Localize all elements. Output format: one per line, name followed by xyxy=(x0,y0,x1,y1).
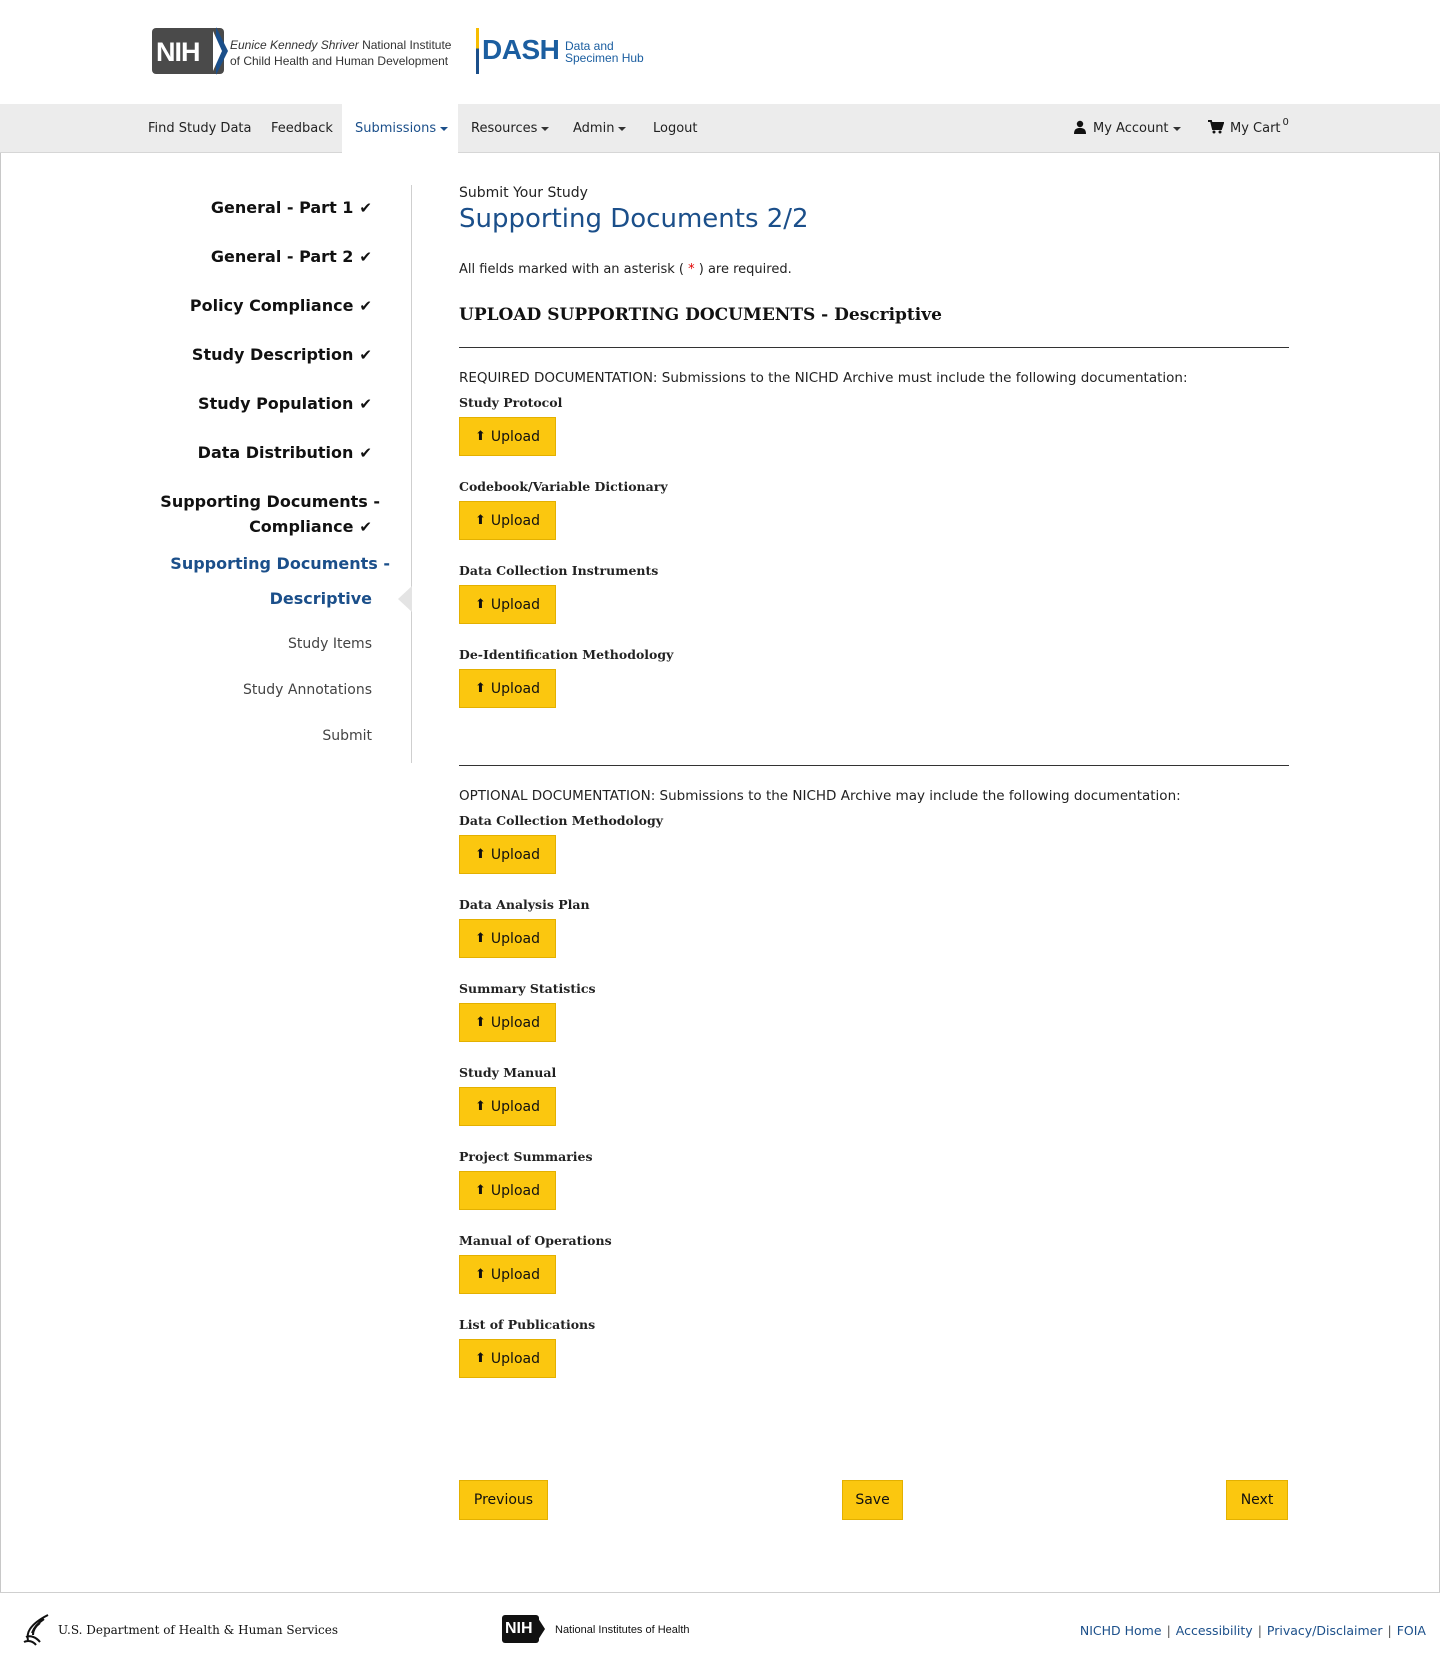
cart-icon xyxy=(1208,120,1224,134)
footer-link-foia[interactable]: FOIA xyxy=(1396,1623,1426,1638)
footer-separator: | xyxy=(1257,1623,1262,1638)
document-label: Summary Statistics xyxy=(459,981,596,996)
nav-my-account-label: My Account xyxy=(1093,121,1169,136)
nih-logo-chevron-inner xyxy=(213,31,222,71)
institute-name-italic: Eunice Kennedy Shriver xyxy=(230,38,359,52)
sidebar-item-label: Data Distribution xyxy=(197,443,354,462)
next-button-label: Next xyxy=(1240,1492,1274,1508)
check-icon: ✔ xyxy=(359,444,372,462)
sidebar-item-label: Compliance xyxy=(249,517,354,536)
dash-subtitle-line2: Specimen Hub xyxy=(565,51,644,65)
upload-icon: ⬆ xyxy=(475,1351,486,1366)
footer-link-nichd-home[interactable]: NICHD Home xyxy=(1079,1623,1162,1638)
required-note-suffix: ) are required. xyxy=(694,262,792,277)
previous-button[interactable] xyxy=(459,1480,548,1520)
logo-divider xyxy=(476,28,479,74)
sidebar-item-label: Submit xyxy=(322,728,372,744)
required-docs-heading: REQUIRED DOCUMENTATION: Submissions to the NICHD Archive must include the following documentation: xyxy=(459,370,1188,386)
nav-find-study-data[interactable] xyxy=(135,104,264,153)
optional-docs-heading: OPTIONAL DOCUMENTATION: Submissions to the NICHD Archive may include the following documentation: xyxy=(459,788,1181,804)
document-label: De-Identification Methodology xyxy=(459,647,674,662)
page-title: Supporting Documents 2/2 xyxy=(459,204,809,234)
section-divider xyxy=(459,347,1289,348)
upload-button-label: Upload xyxy=(490,1182,540,1199)
sidebar-item-label: Study Description xyxy=(191,345,354,364)
upload-button-label: Upload xyxy=(490,596,540,613)
upload-button-label: Upload xyxy=(490,512,540,529)
sidebar-item-supporting-compliance[interactable] xyxy=(160,489,380,540)
upload-button-label: Upload xyxy=(490,1266,540,1283)
footer-links xyxy=(1080,1623,1426,1638)
nav-find-study-data-label: Find Study Data xyxy=(148,121,252,136)
document-label: Manual of Operations xyxy=(459,1233,612,1248)
document-label: Codebook/Variable Dictionary xyxy=(459,479,668,494)
document-label: Project Summaries xyxy=(459,1149,593,1164)
upload-icon: ⬆ xyxy=(475,847,486,862)
upload-button[interactable] xyxy=(459,1255,556,1294)
upload-button[interactable] xyxy=(459,835,556,874)
upload-icon: ⬆ xyxy=(475,597,486,612)
user-icon xyxy=(1073,120,1087,134)
sidebar-item-study-annotations[interactable] xyxy=(243,678,372,703)
upload-button-label: Upload xyxy=(490,846,540,863)
main-nav xyxy=(0,104,1440,153)
document-label: Data Analysis Plan xyxy=(459,897,590,912)
nav-my-account[interactable] xyxy=(1060,104,1194,153)
section-divider xyxy=(459,765,1289,766)
nav-logout-label: Logout xyxy=(653,121,698,136)
nav-my-cart-label: My Cart xyxy=(1230,121,1281,136)
dash-logo-subtitle xyxy=(565,40,644,64)
check-icon: ✔ xyxy=(359,248,372,266)
upload-icon: ⬆ xyxy=(475,1183,486,1198)
upload-button-label: Upload xyxy=(490,1098,540,1115)
nav-resources-label: Resources xyxy=(471,121,538,136)
document-label: Study Protocol xyxy=(459,395,563,410)
sidebar-item-label: General - Part 1 xyxy=(210,198,354,217)
footer-link-privacy[interactable]: Privacy/Disclaimer xyxy=(1266,1623,1383,1638)
document-label: Data Collection Methodology xyxy=(459,813,663,828)
sidebar-item-label: Supporting Documents - xyxy=(160,492,380,511)
upload-button-label: Upload xyxy=(490,930,540,947)
page-kicker: Submit Your Study xyxy=(459,185,588,201)
nih-footer-chevron-icon xyxy=(536,1615,545,1643)
sidebar-item-label: Study Population xyxy=(198,394,354,413)
upload-icon: ⬆ xyxy=(475,681,486,696)
institute-name-line2: of Child Health and Human Development xyxy=(230,54,449,68)
upload-button-label: Upload xyxy=(490,1014,540,1031)
chevron-down-icon xyxy=(618,127,626,131)
sidebar-item-label: Supporting Documents - xyxy=(170,554,390,573)
institute-name xyxy=(230,37,451,69)
upload-button[interactable] xyxy=(459,1339,556,1378)
sidebar-item-study-population[interactable] xyxy=(198,391,372,417)
nav-my-cart[interactable] xyxy=(1195,104,1302,153)
sidebar-item-supporting-descriptive[interactable] xyxy=(170,546,390,616)
chevron-down-icon xyxy=(1173,127,1181,131)
nav-logout[interactable] xyxy=(640,104,711,153)
upload-icon: ⬆ xyxy=(475,1015,486,1030)
nav-feedback[interactable] xyxy=(258,104,346,153)
upload-button[interactable] xyxy=(459,1171,556,1210)
sidebar-item-policy-compliance[interactable] xyxy=(190,293,372,319)
upload-icon: ⬆ xyxy=(475,1099,486,1114)
sidebar-item-label: Policy Compliance xyxy=(189,296,354,315)
sidebar-item-study-items[interactable] xyxy=(288,632,372,657)
sidebar-item-label: General - Part 2 xyxy=(210,247,354,266)
sidebar-item-general-part1[interactable] xyxy=(211,195,372,221)
nav-feedback-label: Feedback xyxy=(271,121,333,136)
hhs-name[interactable]: U.S. Department of Health & Human Services xyxy=(58,1623,339,1637)
footer-link-accessibility[interactable]: Accessibility xyxy=(1175,1623,1253,1638)
next-button[interactable] xyxy=(1226,1480,1288,1520)
dash-logo[interactable]: DASH xyxy=(482,34,560,65)
required-asterisk: * xyxy=(688,262,695,277)
nav-admin-label: Admin xyxy=(573,121,615,136)
sidebar-item-label: Study Annotations xyxy=(243,682,372,698)
document-label: Data Collection Instruments xyxy=(459,563,659,578)
upload-icon: ⬆ xyxy=(475,513,486,528)
nih-footer-name[interactable]: National Institutes of Health xyxy=(555,1624,690,1636)
previous-button-label: Previous xyxy=(473,1492,534,1508)
nih-footer-logo[interactable] xyxy=(502,1615,539,1643)
upload-icon: ⬆ xyxy=(475,931,486,946)
upload-button-label: Upload xyxy=(490,428,540,445)
sidebar-item-data-distribution[interactable] xyxy=(198,440,372,466)
footer-separator: | xyxy=(1387,1623,1392,1638)
section-title: UPLOAD SUPPORTING DOCUMENTS - Descriptive xyxy=(459,305,942,325)
upload-button[interactable] xyxy=(459,501,556,540)
required-fields-note xyxy=(459,262,792,277)
cart-count-badge: 0 xyxy=(1282,117,1289,128)
footer-separator: | xyxy=(1166,1623,1171,1638)
chevron-down-icon xyxy=(541,127,549,131)
chevron-down-icon xyxy=(440,127,448,131)
site-footer xyxy=(0,1592,1440,1663)
save-button[interactable] xyxy=(842,1480,903,1520)
upload-button[interactable] xyxy=(459,1003,556,1042)
nav-resources[interactable] xyxy=(458,104,562,153)
nih-logo-text: NIH xyxy=(156,37,200,67)
check-icon: ✔ xyxy=(359,518,372,536)
upload-button[interactable] xyxy=(459,1087,556,1126)
check-icon: ✔ xyxy=(359,199,372,217)
required-note-prefix: All fields marked with an asterisk ( xyxy=(459,262,689,277)
nav-admin[interactable] xyxy=(560,104,639,153)
hhs-eagle-icon[interactable] xyxy=(18,1611,54,1647)
check-icon: ✔ xyxy=(359,297,372,315)
sidebar-item-label: Descriptive xyxy=(269,589,372,608)
check-icon: ✔ xyxy=(359,346,372,364)
institute-name-rest: National Institute xyxy=(358,38,452,52)
sidebar-item-study-description[interactable] xyxy=(192,342,372,368)
document-label: List of Publications xyxy=(459,1317,596,1332)
upload-button[interactable] xyxy=(459,585,556,624)
upload-button[interactable] xyxy=(459,417,556,456)
sidebar-item-general-part2[interactable] xyxy=(211,244,372,270)
progress-sidebar xyxy=(0,153,412,763)
upload-button[interactable] xyxy=(459,669,556,708)
nav-submissions-label: Submissions xyxy=(355,121,437,136)
dash-subtitle-line1: Data and xyxy=(565,39,614,53)
upload-icon: ⬆ xyxy=(475,429,486,444)
site-header xyxy=(0,0,1440,104)
save-button-label: Save xyxy=(855,1492,890,1508)
sidebar-item-submit[interactable] xyxy=(322,724,372,749)
upload-button-label: Upload xyxy=(490,680,540,697)
check-icon: ✔ xyxy=(359,395,372,413)
document-label: Study Manual xyxy=(459,1065,557,1080)
nav-submissions[interactable] xyxy=(342,104,458,153)
upload-button[interactable] xyxy=(459,919,556,958)
sidebar-item-label: Study Items xyxy=(287,636,372,652)
upload-button-label: Upload xyxy=(490,1350,540,1367)
upload-icon: ⬆ xyxy=(475,1267,486,1282)
nih-footer-logo-text: NIH xyxy=(505,1620,533,1637)
